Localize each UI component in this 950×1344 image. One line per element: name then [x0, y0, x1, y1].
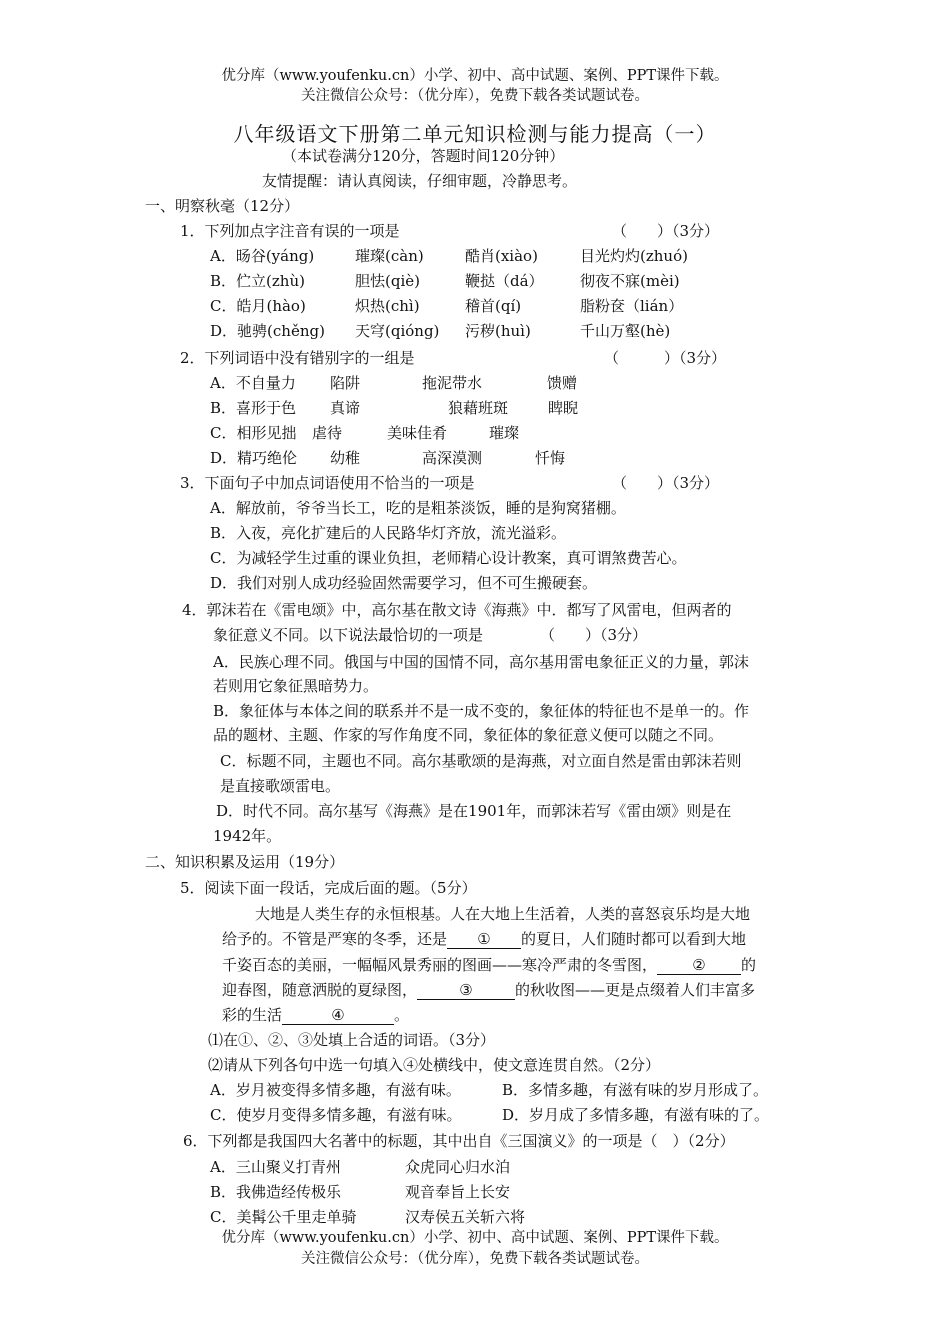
- q4-option-d-2: 1942年。: [213, 827, 282, 845]
- q4-blank: （ ）（3分）: [540, 626, 648, 644]
- page-title: 八年级语文下册第二单元知识检测与能力提高（一）: [233, 122, 717, 146]
- q1-d-1: D．驰骋(chěng): [210, 322, 325, 340]
- q2-c-1: C．相形见拙: [210, 424, 297, 442]
- q4-option-c-2: 是直接歌颂雷电。: [220, 777, 341, 795]
- q2-blank: （ ）（3分）: [604, 349, 727, 367]
- q5-p5-text-b: 。: [394, 1006, 410, 1024]
- q1-d-4: 千山万壑(hè): [580, 322, 671, 340]
- q1-c-1: C．皓月(hào): [210, 297, 306, 315]
- q1-b-2: 胆怯(qiè): [355, 272, 420, 290]
- section1-heading: 一、明察秋毫（12分）: [145, 197, 300, 215]
- q6-option-c: [210, 1206, 525, 1228]
- q2-option-d: [210, 447, 565, 469]
- site-header-line1: 优分库（www.youfenku.cn）小学、初中、高中试题、案例、PPT课件下载。: [221, 68, 729, 84]
- q1-a-4: 目光灼灼(zhuó): [580, 247, 688, 265]
- q5-sub2: ⑵请从下列各句中选一句填入④处横线中，使文意连贯自然。（2分）: [208, 1056, 661, 1074]
- q4-option-d-1: D．时代不同。高尔基写《海燕》是在1901年，而郭沫若写《雷由颂》则是在: [216, 802, 732, 820]
- q2-d-3: 高深漠测: [422, 449, 483, 467]
- q6-a-2: 众虎同心归水泊: [405, 1158, 511, 1176]
- q1-option-c: [210, 295, 683, 317]
- q2-a-3: 拖泥带水: [422, 374, 483, 392]
- q5-sub1: ⑴在①、②、③处填上合适的词语。（3分）: [208, 1031, 496, 1049]
- q1-a-3: 酷肖(xiào): [465, 247, 538, 265]
- q5-passage-1: 大地是人类生存的永恒根基。人在大地上生活着，人类的喜怒哀乐均是大地: [255, 905, 751, 923]
- q1-d-3: 污秽(huì): [465, 322, 531, 340]
- q5-option-b: B．多情多趣，有滋有味的岁月形成了。: [502, 1081, 769, 1099]
- q3-option-b: B．入夜，亮化扩建后的人民路华灯齐放，流光溢彩。: [210, 524, 567, 542]
- q3-blank: （ ）（3分）: [612, 474, 720, 492]
- q6-option-b: [210, 1181, 510, 1203]
- q5-p4-text-b: 的秋收图——更是点缀着人们丰富多: [515, 981, 756, 999]
- q6-a-1: A．三山聚义打青州: [210, 1158, 341, 1176]
- q2-b-2: 真谛: [330, 399, 361, 417]
- q2-a-2: 陷阱: [330, 374, 361, 392]
- q1-c-4: 脂粉奁（lián）: [580, 297, 684, 315]
- q1-c-2: 炽热(chì): [355, 297, 420, 315]
- q1-c-3: 稽首(qí): [465, 297, 522, 315]
- q2-b-4: 睥睨: [548, 399, 579, 417]
- q2-c-2: 虐待: [312, 424, 343, 442]
- q1-d-2: 天穹(qióng): [355, 322, 440, 340]
- q1-blank: （ ）（3分）: [612, 222, 720, 240]
- q5-p4-text-a: 迎春图，随意洒脱的夏绿图，: [222, 981, 418, 999]
- q1-b-4: 彻夜不寐(mèi): [580, 272, 680, 290]
- subtitle: （本试卷满分120分，答题时间120分钟）: [282, 147, 565, 165]
- q4-option-a-1: A．民族心理不同。俄国与中国的国情不同，高尔基用雷电象征正义的力量，郭沫: [213, 653, 749, 671]
- q6-stem: 6．下列都是我国四大名著中的标题，其中出自《三国演义》的一项是（ ）（2分）: [183, 1132, 735, 1150]
- q2-a-4: 馈赠: [547, 374, 578, 392]
- q5-passage-2: [222, 928, 746, 950]
- q4-option-a-2: 若则用它象征黑暗势力。: [213, 677, 379, 695]
- q1-stem: 1．下列加点字注音有误的一项是: [180, 222, 400, 240]
- q5-p5-text-a: 彩的生活: [222, 1006, 283, 1024]
- q5-option-c: C．使岁月变得多情多趣，有滋有味。: [210, 1106, 462, 1124]
- q6-c-2: 汉寿侯五关斩六将: [405, 1208, 526, 1226]
- site-footer-line1: 优分库（www.youfenku.cn）小学、初中、高中试题、案例、PPT课件下载。: [221, 1230, 729, 1246]
- q1-option-b: [210, 270, 680, 292]
- q2-stem: 2．下列词语中没有错别字的一组是: [180, 349, 415, 367]
- q4-option-b-2: 品的题材、主题、作家的写作角度不同，象征体的象征意义便可以随之不同。: [213, 726, 724, 744]
- q2-c-3: 美味佳肴: [387, 424, 448, 442]
- q1-a-1: A．旸谷(yáng): [210, 247, 315, 265]
- q2-c-4: 璀璨: [489, 424, 520, 442]
- q4-option-b-1: B．象征体与本体之间的联系并不是一成不变的，象征体的特征也不是单一的。作: [213, 702, 750, 720]
- q5-blank-2: ②: [657, 956, 741, 975]
- q3-option-c: C．为减轻学生过重的课业负担，老师精心设计教案，真可谓煞费苦心。: [210, 549, 687, 567]
- q5-p2-text-a: 给予的。不管是严寒的冬季，还是: [222, 930, 448, 948]
- q5-option-d: D．岁月成了多情多趣，有滋有味的了。: [502, 1106, 770, 1124]
- q2-d-4: 忏悔: [535, 449, 566, 467]
- section2-heading: 二、知识积累及运用（19分）: [145, 853, 345, 871]
- q1-option-a: [210, 245, 688, 267]
- q2-b-1: B．喜形于色: [210, 399, 297, 417]
- q5-option-a: A．岁月被变得多情多趣，有滋有味。: [210, 1081, 461, 1099]
- q2-option-b: [210, 397, 578, 419]
- q4-option-c-1: C．标题不同，主题也不同。高尔基歌颂的是海燕，对立面自然是雷由郭沫若则: [220, 752, 742, 770]
- q1-a-2: 璀璨(càn): [355, 247, 424, 265]
- q3-option-d: D．我们对别人成功经验固然需要学习，但不可生搬硬套。: [210, 574, 598, 592]
- site-header-line2: 关注微信公众号：（优分库），免费下载各类试题试卷。: [301, 88, 649, 104]
- q2-d-2: 幼稚: [330, 449, 361, 467]
- q5-p3-text-a: 千姿百态的美丽，一幅幅风景秀丽的图画——寒冷严肃的冬雪图，: [222, 956, 658, 974]
- q4-stem-1: 4．郭沫若在《雷电颂》中，高尔基在散文诗《海燕》中．都写了风雷电，但两者的: [182, 601, 732, 619]
- q4-stem-2: 象征意义不同。以下说法最恰切的一项是: [213, 626, 484, 644]
- q2-b-3: 狼藉班斑: [448, 399, 509, 417]
- q5-passage-3: [222, 954, 756, 976]
- q1-b-3: 鞭挞（dá）: [465, 272, 544, 290]
- q6-b-1: B．我佛造经传极乐: [210, 1183, 342, 1201]
- q6-c-1: C．美髯公千里走单骑: [210, 1208, 357, 1226]
- q1-b-1: B．伫立(zhù): [210, 272, 305, 290]
- q6-option-a: [210, 1156, 510, 1178]
- q5-blank-3: ③: [417, 981, 515, 1000]
- reminder: 友情提醒：请认真阅读，仔细审题，冷静思考。: [262, 172, 578, 190]
- q5-passage-5: [222, 1004, 409, 1026]
- q3-option-a: A．解放前，爷爷当长工，吃的是粗茶淡饭，睡的是狗窝猪棚。: [210, 499, 626, 517]
- q2-a-1: A．不自量力: [210, 374, 296, 392]
- q5-blank-4: ④: [282, 1006, 394, 1025]
- q5-blank-1: ①: [447, 930, 521, 949]
- q5-p3-text-b: 的: [741, 956, 757, 974]
- q5-p2-text-b: 的夏日，人们随时都可以看到大地: [521, 930, 747, 948]
- q2-d-1: D．精巧绝伦: [210, 449, 298, 467]
- q3-stem: 3．下面句子中加点词语使用不恰当的一项是: [180, 474, 475, 492]
- q5-passage-4: [222, 979, 755, 1001]
- q2-option-c: [210, 422, 519, 444]
- q1-option-d: [210, 320, 670, 342]
- q6-b-2: 观音奉旨上长安: [405, 1183, 511, 1201]
- site-footer-line2: 关注微信公众号：（优分库），免费下载各类试题试卷。: [301, 1251, 649, 1267]
- q2-option-a: [210, 372, 577, 394]
- q5-stem: 5．阅读下面一段话，完成后面的题。（5分）: [180, 879, 477, 897]
